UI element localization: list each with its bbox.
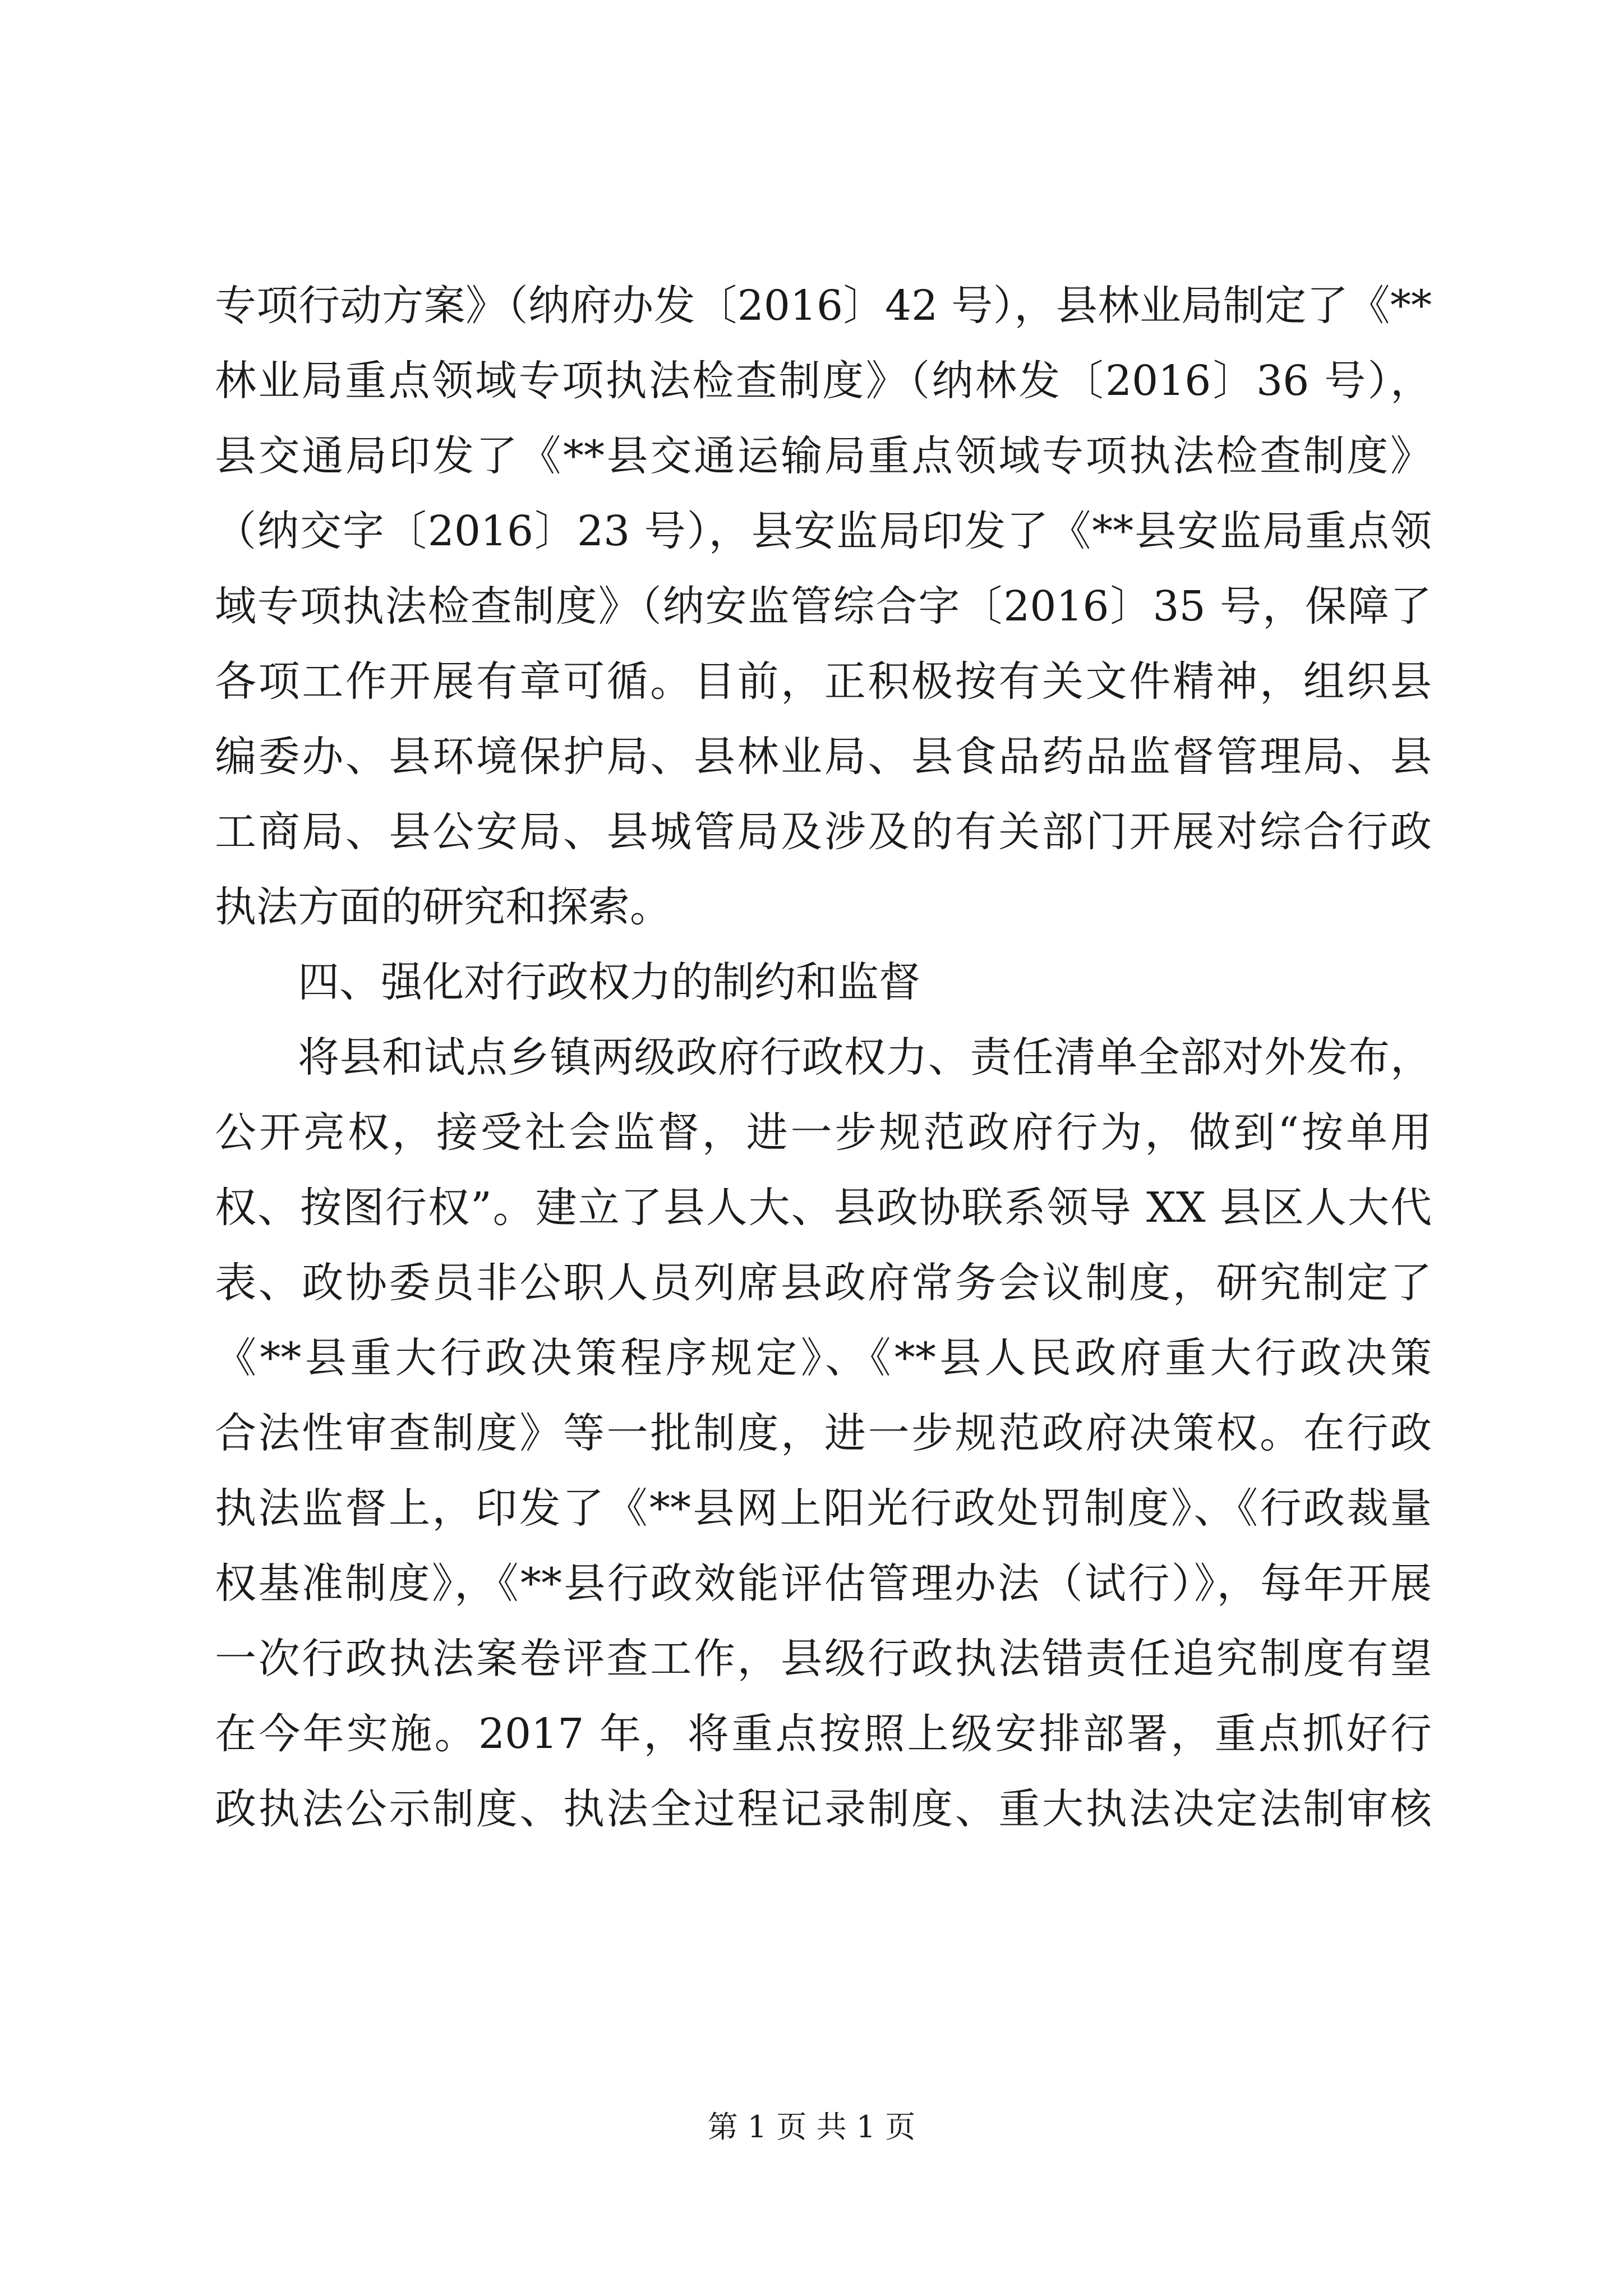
text-line: 各项工作开展有章可循。目前，正积极按有关文件精神，组织县 — [215, 657, 1432, 706]
document-body — [215, 268, 1432, 1847]
text-line: 专项行动方案》（纳府办发〔2016〕42 号），县林业局制定了《** — [215, 282, 1432, 330]
text-line: 执法方面的研究和探索。 — [215, 883, 671, 931]
text-line: 《**县重大行政决策程序规定》、《**县人民政府重大行政决策 — [215, 1334, 1432, 1382]
text-line: 表、政协委员非公职人员列席县政府常务会议制度，研究制定了 — [215, 1259, 1432, 1307]
text-line: （纳交字〔2016〕23 号），县安监局印发了《**县安监局重点领 — [215, 507, 1432, 555]
text-line: 公开亮权，接受社会监督，进一步规范政府行为，做到“按单用 — [215, 1108, 1432, 1157]
text-line: 工商局、县公安局、县城管局及涉及的有关部门开展对综合行政 — [215, 808, 1432, 856]
page-footer: 第 1 页 共 1 页 — [707, 2109, 916, 2145]
text-line: 权、按图行权”。建立了县人大、县政协联系领导 XX 县区人大代 — [215, 1184, 1432, 1232]
section-heading: 四、强化对行政权力的制约和监督 — [298, 958, 920, 1006]
text-line: 将县和试点乡镇两级政府行政权力、责任清单全部对外发布， — [298, 1033, 1432, 1082]
text-line: 执法监督上，印发了《**县网上阳光行政处罚制度》、《行政裁量 — [215, 1484, 1432, 1533]
text-line: 林业局重点领域专项执法检查制度》（纳林发〔2016〕36 号）， — [215, 357, 1432, 405]
text-line: 编委办、县环境保护局、县林业局、县食品药品监督管理局、县 — [215, 733, 1432, 781]
text-line: 在今年实施。2017 年，将重点按照上级安排部署，重点抓好行 — [215, 1710, 1432, 1758]
text-line: 合法性审查制度》等一批制度，进一步规范政府决策权。在行政 — [215, 1409, 1432, 1457]
text-line: 县交通局印发了《**县交通运输局重点领域专项执法检查制度》 — [215, 432, 1432, 480]
text-line: 权基准制度》，《**县行政效能评估管理办法（试行）》，每年开展 — [215, 1559, 1432, 1608]
text-line: 政执法公示制度、执法全过程记录制度、重大执法决定法制审核 — [215, 1785, 1432, 1833]
text-line: 一次行政执法案卷评查工作，县级行政执法错责任追究制度有望 — [215, 1635, 1432, 1683]
text-line: 域专项执法检查制度》（纳安监管综合字〔2016〕35 号，保障了 — [215, 582, 1432, 631]
